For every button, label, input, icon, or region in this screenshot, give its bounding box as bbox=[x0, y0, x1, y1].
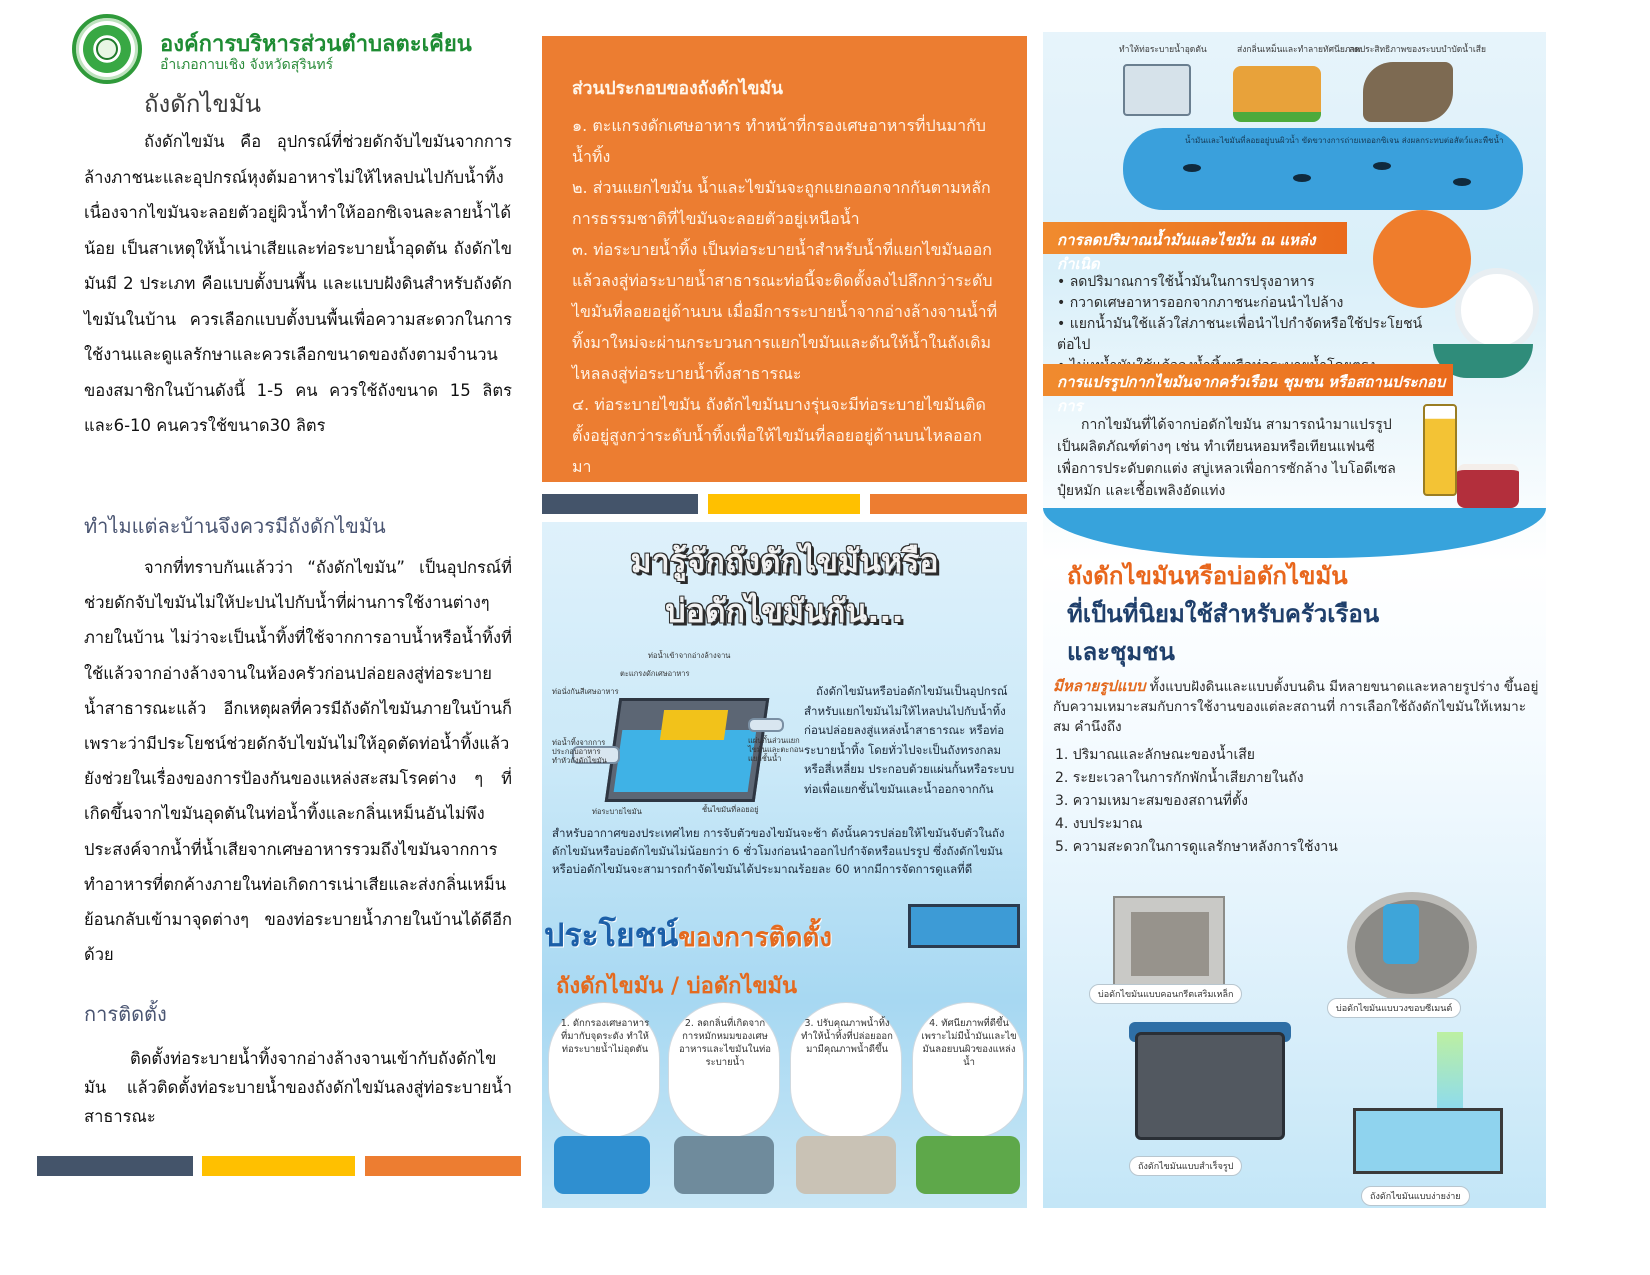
diagram-label: ชั้นไขมันที่ลอยอยู่ bbox=[702, 805, 759, 814]
org-seal-logo bbox=[72, 14, 142, 84]
benefit-bubble bbox=[912, 1002, 1024, 1138]
list-item: 4. งบประมาณ bbox=[1055, 816, 1143, 832]
section-title-grease-trap: ถังดักไขมัน bbox=[144, 90, 262, 118]
benefit-text: 4. ทัศนียภาพที่ดีขึ้น เพราะไม่มีน้ำมันและไขมันลอยบนผิวของแหล่งน้ำ bbox=[921, 1018, 1017, 1068]
list-item: 2. ระยะเวลาในการกักพักน้ำเสียภายในถัง bbox=[1055, 770, 1304, 786]
diagram-label: ตะแกรงดักเศษอาหาร bbox=[620, 669, 690, 678]
water-caption: น้ำมันและไขมันที่ลอยอยู่บนผิวน้ำ ขัดขวางการถ่ายเทออกซิเจน ส่งผลกระทบต่อสัตว์และพืชน้ำ bbox=[1185, 136, 1504, 145]
benefit-bubble bbox=[548, 1002, 660, 1138]
infographic-headline-1: มารู้จักถังดักไขมันหรือ bbox=[630, 542, 939, 580]
pipe-icon bbox=[1383, 904, 1419, 964]
divider-bar-navy-2 bbox=[542, 494, 698, 514]
wastewater-illustration bbox=[796, 1136, 896, 1194]
diagram-label: ท่อน้ำทิ้งจากการประกอบอาหาร ทำหัวถังดักไขมัน bbox=[552, 738, 607, 765]
fish-icon bbox=[1453, 178, 1471, 186]
popular-types-heading-2: ที่เป็นที่นิยมใช้สำหรับครัวเรือน bbox=[1067, 600, 1380, 628]
diagram-label: ท่อนั่งกันสีเศษอาหาร bbox=[552, 687, 619, 696]
popular-types-heading-3: และชุมชน bbox=[1067, 638, 1175, 666]
diagram-label: แผ่นกั้นส่วนแยกไขมันและตะกอนแยกชั้นน้ำ bbox=[748, 736, 804, 763]
grease-trap-definition: ถังดักไขมัน คือ อุปกรณ์ที่ช่วยดักจับไขมันจากการล้างภาชนะและอุปกรณ์หุงต้มอาหารไม่ให้ไหลปนไปกับน้ำทิ้ง เนื่องจากไขมันจะลอยตัวอยู่ผิวน้ำทำให้ออกซิเจนละลายน้ำได้น้อย เป็นสาเหตุให้น้ำเน่าเสียและท่อระบายน้ำอุดตัน ถังดักไขมันมี 2 ประเภท คือแบบตั้งบนพื้น และแบบฝังดินสำหรับถังดักไขมันในบ้าน ควรเลือกแบบตั้งบนพื้นเพื่อความสะดวกในการใช้งานและดูแลรักษาและควรเลือกขนาดของถังตามจำนวนของสมาชิกในบ้านดังนี้ 1-5 คน ควรใช้ถังขนาด 15 ลิตร และ6-10 คนควรใช้ขนาด30 ลิตร bbox=[84, 132, 512, 435]
benefit-text: 3. ปรับคุณภาพน้ำทิ้ง ทำให้น้ำทิ้งที่ปล่อยออกมามีคุณภาพน้ำดีขึ้น bbox=[801, 1018, 893, 1055]
benefits-suffix: ของการติดตั้ง bbox=[678, 923, 832, 953]
image-caption: บ่อดักไขมันแบบวงขอบซีเมนต์ bbox=[1327, 998, 1461, 1018]
grease-trap-diagram bbox=[552, 638, 802, 818]
impact-caption: ทำให้ท่อระบายน้ำอุดตัน bbox=[1119, 45, 1207, 55]
prefab-tank-illustration bbox=[1135, 1032, 1285, 1140]
left-column bbox=[72, 14, 520, 1214]
infographic-headline-2: บ่อดักไขมันกัน... bbox=[665, 592, 904, 630]
divider-bar-yellow bbox=[202, 1156, 355, 1176]
sink-illustration bbox=[674, 1136, 774, 1194]
heading-installation: การติดตั้ง bbox=[84, 1002, 167, 1026]
benefit-bubble bbox=[790, 1002, 902, 1138]
selection-intro-emphasis: มีหลายรูปแบบ bbox=[1053, 677, 1146, 695]
water-flow-illustration bbox=[1437, 1032, 1463, 1114]
components-title: ส่วนประกอบของถังดักไขมัน bbox=[572, 79, 783, 99]
installation-text: ติดตั้งท่อระบายน้ำทิ้งจากอ่างล้างจานเข้ากับถังดักไขมัน แล้วติดตั้งท่อระบายน้ำของถังดักไขมันลงสู่ท่อระบายน้ำสาธารณะ bbox=[84, 1049, 512, 1126]
grease-trap-infographic bbox=[542, 522, 1027, 1208]
clogged-sink-illustration bbox=[1123, 64, 1191, 116]
benefits-heading bbox=[544, 910, 832, 961]
grease-management-infographic bbox=[1043, 32, 1546, 1208]
divider-bar-yellow-2 bbox=[708, 494, 860, 514]
reduce-tips-list bbox=[1057, 272, 1427, 377]
recycle-grease-text: กากไขมันที่ได้จากบ่อดักไขมัน สามารถนำมาแปรรูปเป็นผลิตภัณฑ์ต่างๆ เช่น ทำเทียนหอมหรือเทียนแฟนซีเพื่อการประดับตกแต่ง สบู่เหลวเพื่อการซักล้าง ไบโอดีเซล ปุ๋ยหมัก และเชื้อเพลิงอัดแท่ง bbox=[1057, 417, 1396, 499]
tank-illustration bbox=[908, 904, 1020, 948]
benefits-subheading: ถังดักไขมัน / บ่อดักไขมัน bbox=[556, 974, 798, 999]
concrete-trap-inner bbox=[1131, 912, 1209, 976]
benefit-text: 2. ลดกลิ่นที่เกิดจากการหมักหมมของเศษอาหารและไขมันในท่อระบายน้ำ bbox=[679, 1018, 771, 1068]
landscape-illustration bbox=[916, 1136, 1020, 1194]
plate-illustration bbox=[1455, 268, 1539, 352]
image-caption: บ่อดักไขมันแบบคอนกรีตเสริมเหล็ก bbox=[1089, 984, 1242, 1004]
popular-types-heading-1: ถังดักไขมันหรือบ่อดักไขมัน bbox=[1067, 562, 1348, 590]
image-caption: ถังดักไขมันแบบง่ายง่าย bbox=[1361, 1186, 1470, 1206]
candle-illustration bbox=[1457, 464, 1519, 508]
benefits-word: ประโยชน์ bbox=[544, 916, 679, 954]
why-every-home-text: จากที่ทราบกันแล้วว่า “ถังดักไขมัน” เป็นอุปกรณ์ที่ช่วยดักจับไขมันไม่ให้ปะปนไปกับน้ำที่ผ่านการใช้งานต่างๆภายในบ้าน ไม่ว่าจะเป็นน้ำทิ้งที่ใช้จากการอาบน้ำหรือน้ำทิ้งที่ใช้แล้วจากอ่างล้างจานในห้องครัวก่อนปล่อยลงสู่ท่อระบายน้ำสาธารณะแล้ว อีกเหตุผลที่ควรมีถังดักไขมันภายในบ้านก็เพราะว่ามีประโยชน์ช่วยดักจับไขมันไม่ให้อุดตัดท่อน้ำทิ้งแล้วยังช่วยในเรื่องของการป้องกันของแหล่งสะสมโรคต่าง ๆ ที่เกิดขึ้นจากไขมันอุดตันในท่อน้ำทิ้งและกลิ่นเหม็นอันไม่พึงประสงค์จากน้ำที่น้ำเสียจากเศษอาหารรวมถึงไขมันจากการทำอาหารที่ตกค้างภายในท่อเกิดการเน่าเสียและส่งกลิ่นเหม็นย้อนกลับเข้ามาจุดต่างๆ ของท่อระบายน้ำภายในบ้านได้ดีอีกด้วย bbox=[84, 558, 512, 965]
reduce-at-source-ribbon: การลดปริมาณน้ำมันและไขมัน ณ แหล่งกำเนิด bbox=[1043, 222, 1347, 254]
infographic-thailand-note: สำหรับอากาศของประเทศไทย การจับตัวของไขมันจะช้า ดังนั้นควรปล่อยให้ไขมันจับตัวในถังดักไขมันหรือบ่อดักไขมันไม่น้อยกว่า 6 ชั่วโมงก่อนนำออกไปกำจัดหรือแปรรูป ซึ่งถังดักไขมันหรือบ่อดักไขมันจะสามารถกำจัดไขมันได้ประมาณร้อยละ 60 หากมีการจัดการดูแลที่ดี bbox=[552, 826, 1005, 876]
heading-why-every-home: ทำไมแต่ละบ้านจึงควรมีถังดักไขมัน bbox=[84, 514, 386, 538]
selection-intro-text: ทั้งแบบฝังดินและแบบตั้งบนดิน มีหลายขนาดและหลายรูปร่าง ขึ้นอยู่กับความเหมาะสมกับการใช้งานของแต่ละสถานที่ การเลือกใช้ถังดักไขมันให้เหมาะสม คำนึงถึง bbox=[1053, 679, 1539, 735]
list-item: 5. ความสะดวกในการดูแลรักษาหลังการใช้งาน bbox=[1055, 839, 1338, 855]
tank-filter bbox=[660, 710, 728, 740]
list-item: • แยกน้ำมันใช้แล้วใส่ภาชนะเพื่อนำไปกำจัดหรือใช้ประโยชน์ต่อไป bbox=[1057, 316, 1423, 353]
impact-caption: ลดประสิทธิภาพของระบบบำบัดน้ำเสีย bbox=[1349, 45, 1486, 55]
simple-trap-diagram bbox=[1353, 1108, 1503, 1174]
recycle-grease-ribbon: การแปรรูปกากไขมันจากครัวเรือน ชุมชน หรือสถานประกอบการ bbox=[1043, 364, 1453, 396]
divider-bar-orange bbox=[365, 1156, 521, 1176]
divider-bar-orange-2 bbox=[870, 494, 1027, 514]
diagram-label: ท่อน้ำเข้าจากอ่างล้างจาน bbox=[648, 651, 731, 660]
list-item: 1. ปริมาณและลักษณะของน้ำเสีย bbox=[1055, 747, 1255, 763]
benefit-text: 1. ดักกรองเศษอาหารที่มากับจุดระดัง ทำให้ท่อระบายน้ำไม่อุดตัน bbox=[560, 1018, 650, 1055]
selection-criteria-list bbox=[1055, 744, 1515, 859]
impact-caption: ส่งกลิ่นเหม็นและทำลายทัศนียภาพ bbox=[1237, 45, 1361, 55]
inlet-pipe-icon bbox=[748, 718, 784, 732]
fish-icon bbox=[1293, 174, 1311, 182]
divider-bar-navy bbox=[37, 1156, 193, 1176]
sewage-pipe-illustration bbox=[1363, 62, 1453, 122]
wave-divider bbox=[1043, 508, 1546, 558]
polluted-water-illustration bbox=[1123, 128, 1523, 210]
infographic-description: ถังดักไขมันหรือบ่อดักไขมันเป็นอุปกรณ์สำหรับแยกไขมันไม่ให้ไหลปนไปกับน้ำทิ้ง ก่อนปล่อยลงสู่แหล่งน้ำสาธารณะ หรือท่อระบายน้ำทิ้ง โดยทั่วไปจะเป็นถังทรงกลมหรือสี่เหลี่ยม ประกอบด้วยแผ่นกั้นหรือระบบท่อเพื่อแยกชั้นไขมันและน้ำออกจากกัน bbox=[804, 684, 1015, 796]
image-caption: ถังดักไขมันแบบสำเร็จรูป bbox=[1129, 1156, 1242, 1176]
seal-core bbox=[96, 38, 118, 60]
list-item: • ลดปริมาณการใช้น้ำมันในการปรุงอาหาร bbox=[1057, 274, 1315, 290]
diagram-label: ท่อระบายไขมัน bbox=[592, 807, 642, 816]
org-subtitle: อำเภอกาบเชิง จังหวัดสุรินทร์ bbox=[160, 57, 334, 73]
faucet-illustration bbox=[554, 1136, 650, 1194]
components-box bbox=[542, 36, 1027, 482]
list-item: 3. ความเหมาะสมของสถานที่ตั้ง bbox=[1055, 793, 1248, 809]
list-item: • กวาดเศษอาหารออกจากภาชนะก่อนนำไปล้าง bbox=[1057, 295, 1344, 311]
components-text: ๑. ตะแกรงดักเศษอาหาร ทำหน้าที่กรองเศษอาหารที่ปนมากับน้ำทิ้ง ๒. ส่วนแยกไขมัน น้ำและไขมันจะถูกแยกออกจากกันตามหลักการธรรมชาติที่ไขมันจะลอยตัวอยู่เหนือน้ำ ๓. ท่อระบายน้ำทิ้ง เป็นท่อระบายน้ำสำหรับน้ำที่แยกไขมันออกแล้วลงสู่ท่อระบายน้ำสาธารณะท่อนี้จะติดตั้งลงไปลึกกว่าระดับไขมันที่ลอยอยู่ด้านบน เมื่อมีการระบายน้ำจากอ่างล้างจานน้ำที่ทิ้งมาใหม่จะผ่านกระบวนการแยกไขมันและดันให้น้ำในถังเดิมไหลลงสู่ท่อระบายน้ำทิ้งสาธารณะ ๔. ท่อระบายไขมัน ถังดักไขมันบางรุ่นจะมีท่อระบายไขมันติดตั้งอยู่สูงกว่าระดับน้ำทิ้งเพื่อให้ไขมันที่ลอยอยู่ด้านบนไหลออกมา bbox=[572, 116, 998, 476]
selection-intro bbox=[1053, 676, 1539, 737]
fish-icon bbox=[1373, 162, 1391, 170]
city-illustration bbox=[1233, 66, 1321, 122]
fish-icon bbox=[1183, 164, 1201, 172]
soap-bottle-illustration bbox=[1423, 404, 1457, 496]
org-name: องค์การบริหารส่วนตำบลตะเคียน bbox=[160, 32, 472, 57]
benefit-bubble bbox=[668, 1002, 780, 1138]
